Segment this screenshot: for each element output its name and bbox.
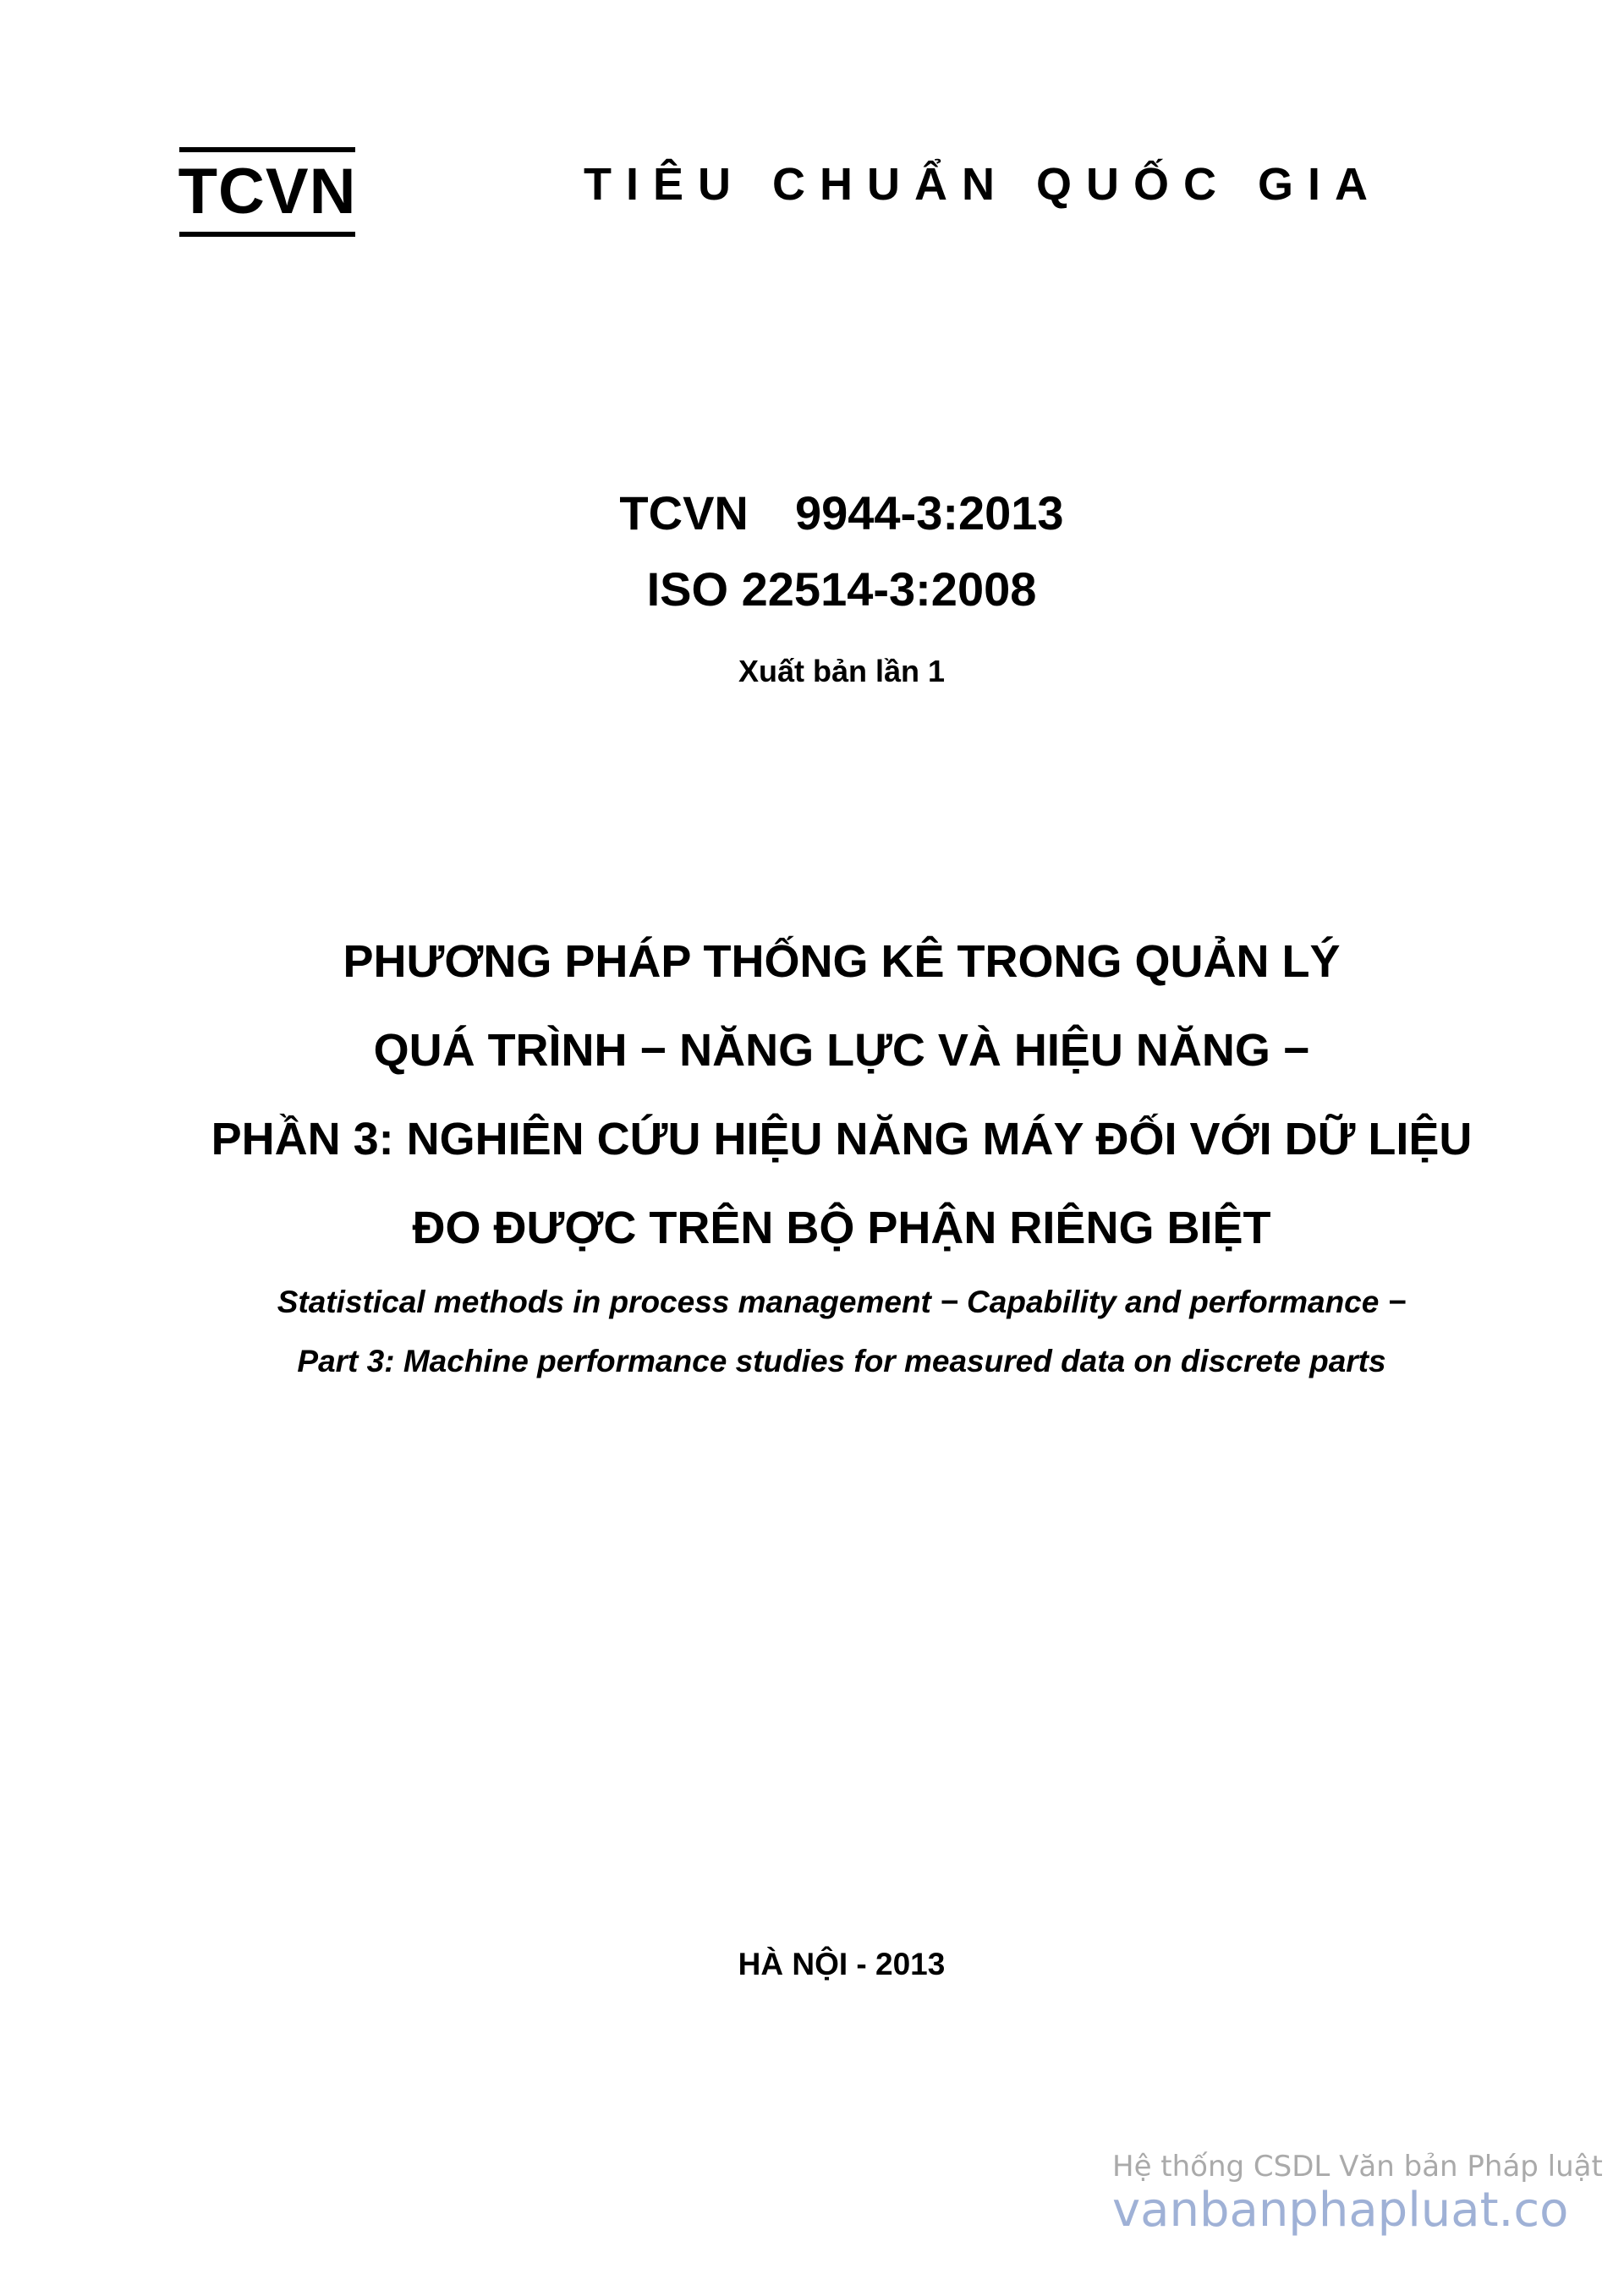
- title-vi-line-2: QUÁ TRÌNH − NĂNG LỰC VÀ HIỆU NĂNG −: [373, 1025, 1310, 1076]
- title-en-line-1: Statistical methods in process management − Capability and performance −: [277, 1285, 1407, 1319]
- main-title-vietnamese: [0, 918, 1624, 1273]
- title-vi-line-4: ĐO ĐƯỢC TRÊN BỘ PHẬN RIÊNG BIỆT: [412, 1203, 1271, 1253]
- edition-label: Xuất bản lần 1: [738, 654, 946, 688]
- watermark-line-1: Hệ thống CSDL Văn bản Pháp luật: [1112, 2150, 1603, 2184]
- watermark-line-2: vanbanphapluat.co: [1112, 2183, 1569, 2238]
- watermark: [1112, 2148, 1603, 2238]
- title-english: [0, 1273, 1624, 1391]
- iso-number: ISO 22514-3:2008: [646, 562, 1037, 616]
- title-vi-line-1: PHƯƠNG PHÁP THỐNG KÊ TRONG QUẢN LÝ: [343, 936, 1341, 987]
- tcvn-logo: [179, 147, 355, 237]
- title-vi-line-3: PHẦN 3: NGHIÊN CỨU HIỆU NĂNG MÁY ĐỐI VỚI DỮ LIỆU: [211, 1114, 1473, 1164]
- place-year: HÀ NỘI - 2013: [738, 1947, 946, 1981]
- logo-text: TCVN: [178, 156, 357, 227]
- header-title: TIÊU CHUẨN QUỐC GIA: [584, 159, 1382, 210]
- standard-number: TCVN 9944-3:2013: [619, 486, 1064, 540]
- title-en-line-2: Part 3: Machine performance studies for measured data on discrete parts: [297, 1344, 1386, 1378]
